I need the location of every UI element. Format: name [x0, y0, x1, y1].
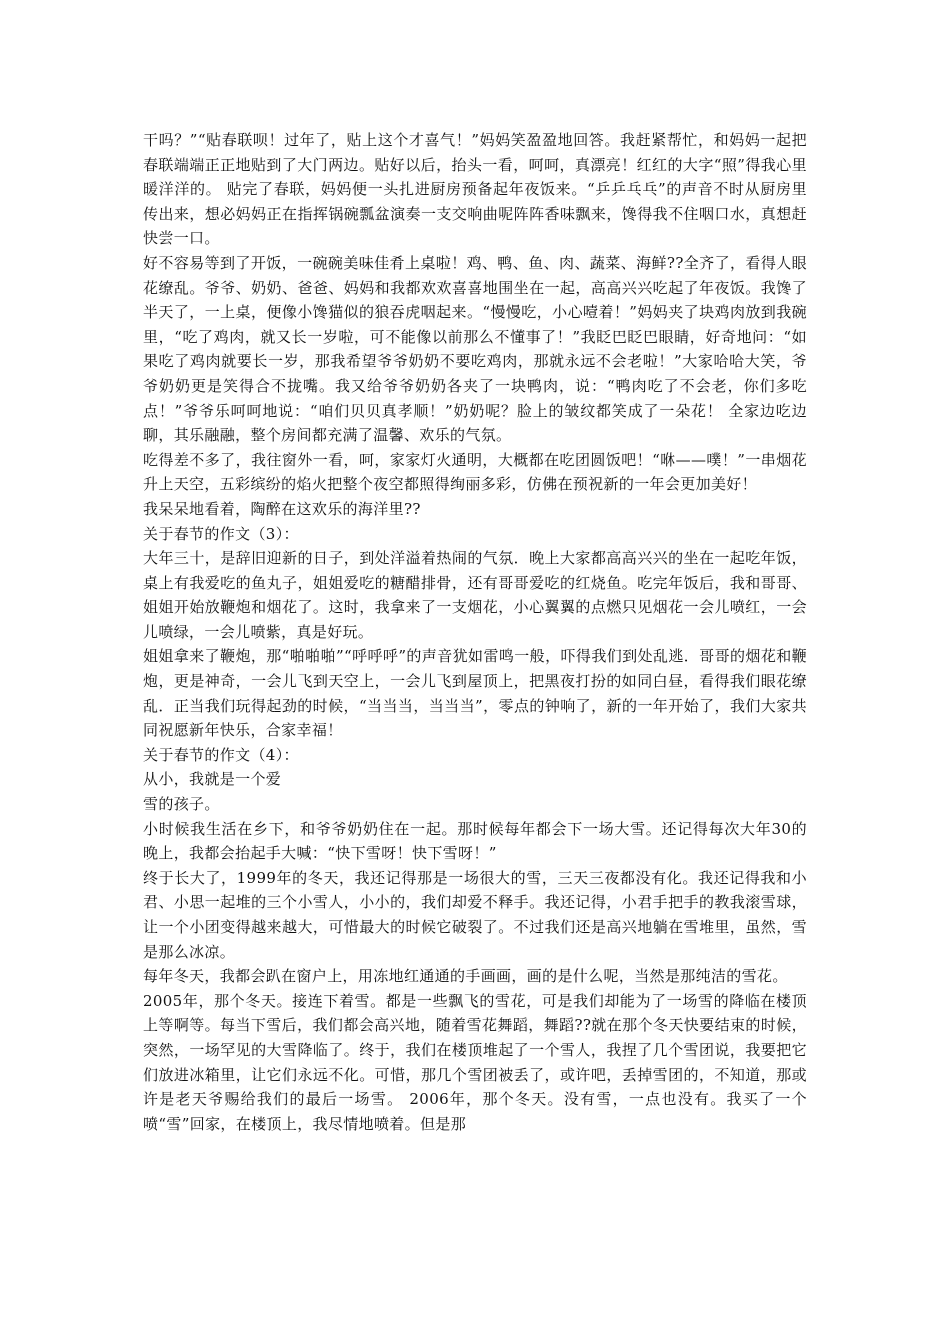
essay-heading-3: 关于春节的作文（3）：: [143, 524, 299, 543]
paragraph-love-snow-line-2: 雪的孩子。: [143, 795, 220, 814]
paragraph-firecrackers: 姐姐拿来了鞭炮，那“啪啪啪”“呼呼呼”的声音犹如雷鸣一般，吓得我们到处乱逃．哥哥的烟花和鞭炮，更是神奇，一会儿飞到天空上，一会儿飞到屋顶上，把黑夜打扮的如同白昼，看得我们眼花缭乱．正当我们玩得起劲的时候，“当当当，当当当”，零点的钟响了，新的一年开始了，我们大家共同祝愿新年快乐，合家幸福！: [143, 647, 807, 740]
paragraph-fireworks: 吃得差不多了，我往窗外一看，呵，家家灯火通明，大概都在吃团圆饭吧！“咻——噗！”一串烟花升上天空，五彩缤纷的焰火把整个夜空都照得绚丽多彩，仿佛在预祝新的一年会更加美好！: [143, 450, 807, 494]
paragraph-childhood-countryside: 小时候我生活在乡下，和爷爷奶奶住在一起。那时候每年都会下一场大雪。还记得每次大年30的晚上，我都会抬起手大喊：“快下雪呀！快下雪呀！”: [143, 819, 807, 863]
document-body: [143, 128, 807, 1136]
paragraph-spring-couplets: 干吗？”“贴春联呗！过年了，贴上这个才喜气！”妈妈笑盈盈地回答。我赶紧帮忙，和妈妈一起把春联端端正正地贴到了大门两边。贴好以后，抬头一看，呵呵，真漂亮！红红的大字“照”得我心里暖洋洋的。 贴完了春联，妈妈便一头扎进厨房预备起年夜饭来。“乒乒乓乓”的声音不时从厨房里传出来，想必妈妈正在指挥锅碗瓢盆演奏一支交响曲呢阵阵香味飘来，馋得我不住咽口水，真想赶快尝一口。: [143, 131, 807, 248]
paragraph-love-snow-line-1: 从小，我就是一个爱: [143, 770, 282, 789]
paragraph-new-year-eve: 大年三十，是辞旧迎新的日子，到处洋溢着热闹的气氛．晚上大家都高高兴兴的坐在一起吃年饭，桌上有我爱吃的鱼丸子，姐姐爱吃的糖醋排骨，还有哥哥爱吃的红烧鱼。吃完年饭后，我和哥哥、姐姐开始放鞭炮和烟花了。这时，我拿来了一支烟花，小心翼翼的点燃只见烟花一会儿喷红，一会儿喷绿，一会儿喷紫，真是好玩。: [143, 549, 807, 641]
paragraph-new-year-dinner: 好不容易等到了开饭，一碗碗美味佳肴上桌啦！鸡、鸭、鱼、肉、蔬菜、海鲜??全齐了，看得人眼花缭乱。爷爷、奶奶、爸爸、妈妈和我都欢欢喜喜地围坐在一起，高高兴兴吃起了年夜饭。我馋了半天了，一上桌，便像小馋猫似的狼吞虎咽起来。“慢慢吃，小心噎着！”妈妈夹了块鸡肉放到我碗里，“吃了鸡肉，就又长一岁啦，可不能像以前那么不懂事了！”我眨巴眨巴眼睛，好奇地问：“如果吃了鸡肉就要长一岁，那我希望爷爷奶奶不要吃鸡肉，那就永远不会老啦！”大家哈哈大笑，爷爷奶奶更是笑得合不拢嘴。我又给爷爷奶奶各夹了一块鸭肉，说：“鸭肉吃了不会老，你们多吃点！”爷爷乐呵呵地说：“咱们贝贝真孝顺！”奶奶呢？脸上的皱纹都笑成了一朵花！ 全家边吃边聊，其乐融融，整个房间都充满了温馨、欢乐的气氛。: [143, 253, 807, 445]
essay-heading-4: 关于春节的作文（4）：: [143, 745, 299, 764]
paragraph-intoxicated: 我呆呆地看着，陶醉在这欢乐的海洋里??: [143, 499, 421, 518]
paragraph-1999-winter: 终于长大了，1999年的冬天，我还记得那是一场很大的雪，三天三夜都没有化。我还记得我和小君、小思一起堆的三个小雪人，小小的，我们却爱不释手。我还记得，小君手把手的教我滚雪球，让一个小团变得越来越大，可惜最大的时候它破裂了。不过我们还是高兴地躺在雪堆里，虽然，雪是那么冰凉。: [143, 868, 807, 961]
paragraph-2005-winter: 2005年，那个冬天。接连下着雪。都是一些飘飞的雪花，可是我们却能为了一场雪的降临在楼顶上等啊等。每当下雪后，我们都会高兴地，随着雪花舞蹈，舞蹈??就在那个冬天快要结束的时候，突然，一场罕见的大雪降临了。终于，我们在楼顶堆起了一个雪人，我捏了几个雪团说，我要把它们放进冰箱里，让它们永远不化。可惜，那几个雪团被丢了，或许吧，丢掉雪团的，不知道，那或许是老天爷赐给我们的最后一场雪。 2006年，那个冬天。没有雪，一点也没有。我买了一个喷“雪”回家，在楼顶上，我尽情地喷着。但是那: [143, 991, 807, 1133]
paragraph-window-drawing: 每年冬天，我都会趴在窗户上，用冻地红通通的手画画，画的是什么呢，当然是那纯洁的雪花。: [143, 967, 788, 986]
